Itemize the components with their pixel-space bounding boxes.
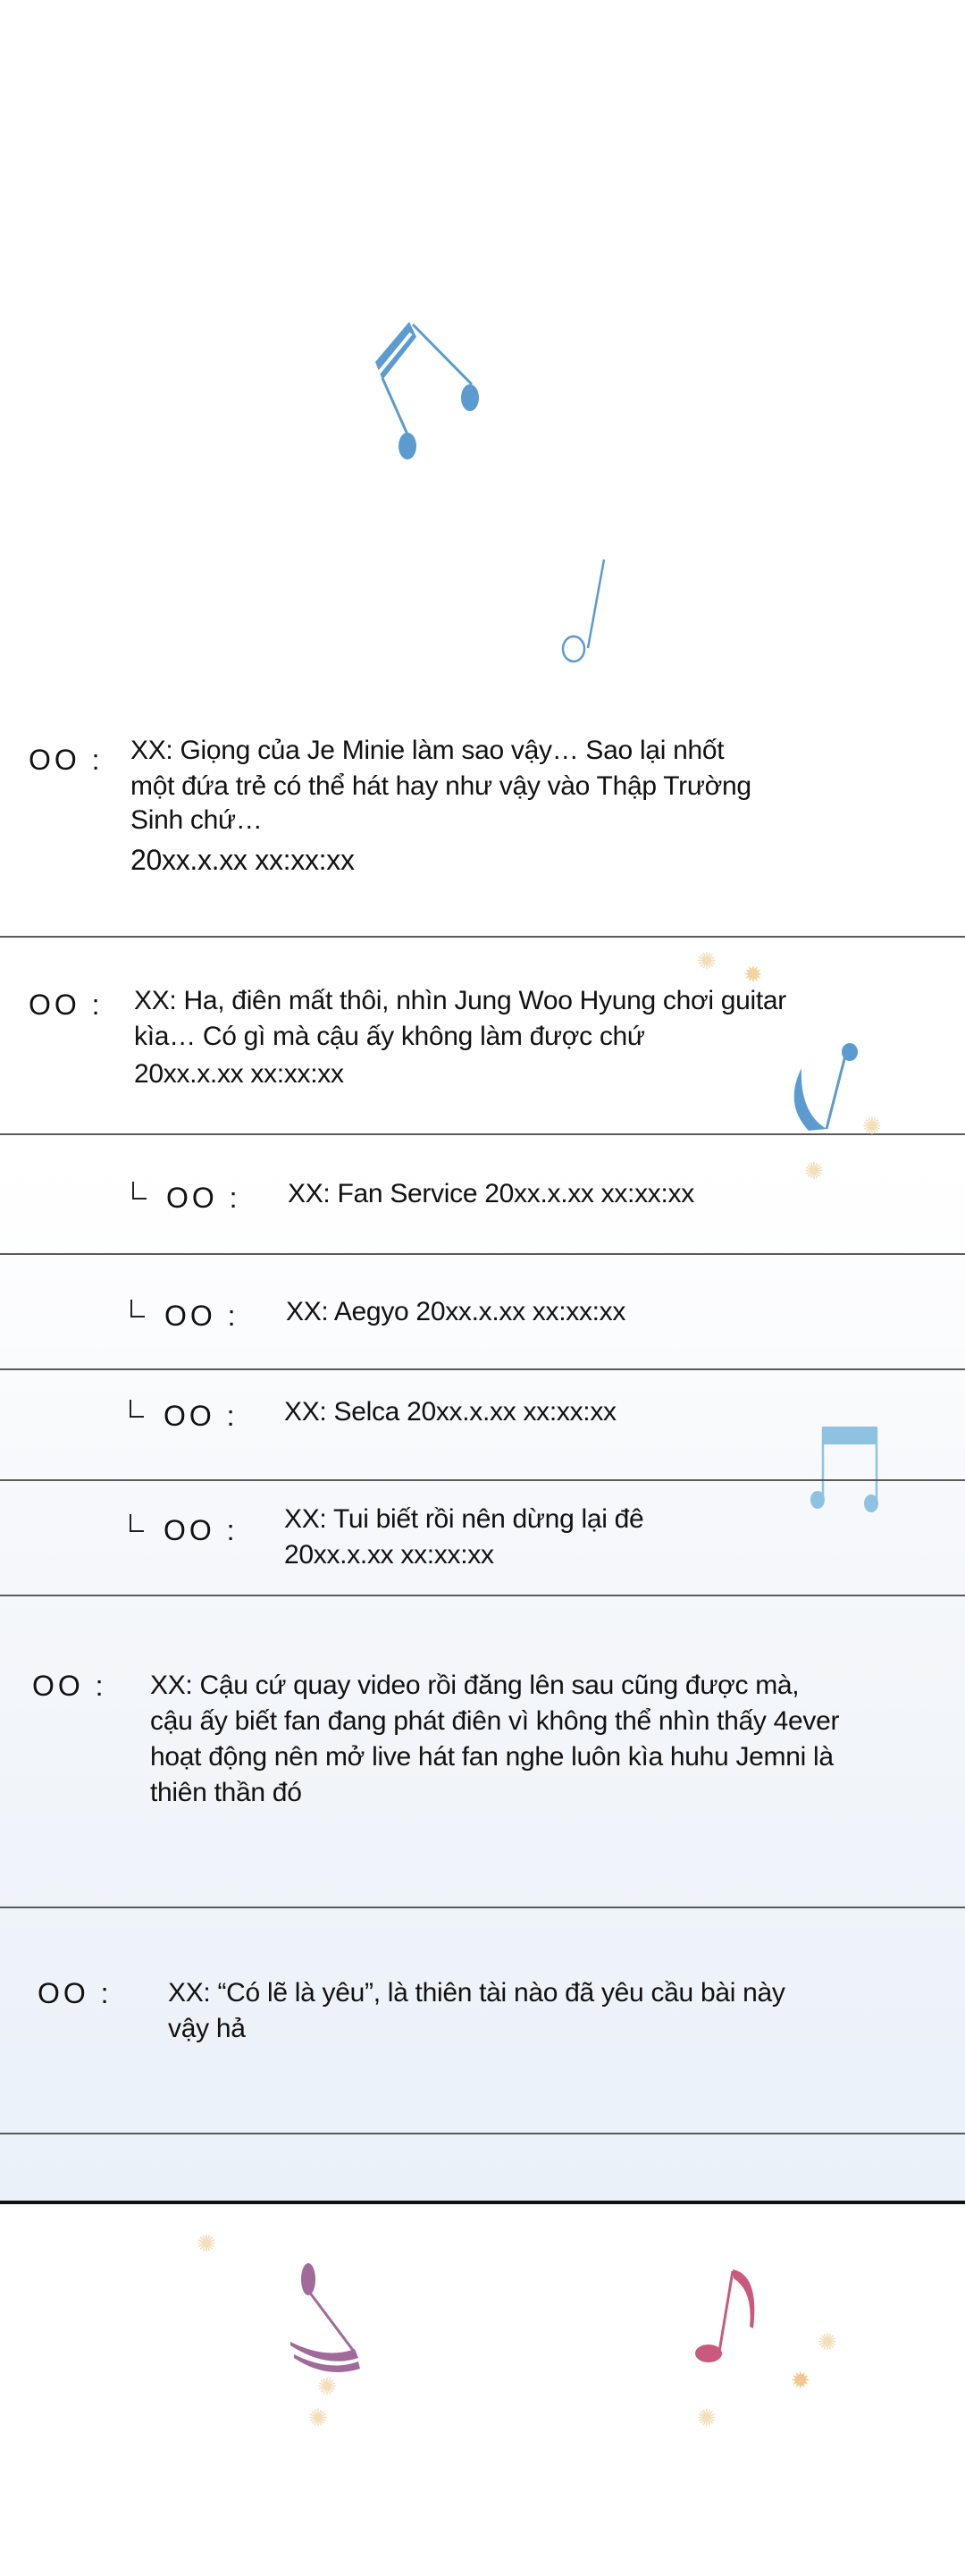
reply-text: XX: Tui biết rồi nên dừng lại đê: [284, 1504, 644, 1534]
comment-author: ΟΟ :: [38, 1977, 113, 2009]
reply-author: ΟΟ :: [164, 1514, 239, 1546]
reply-indent-icon: [132, 1182, 147, 1200]
double-note-icon: [795, 1423, 894, 1517]
sparkle-icon: ✺: [697, 947, 717, 974]
sparkle-icon: ✺: [697, 2404, 717, 2431]
reply-author: ΟΟ :: [164, 1300, 239, 1332]
comment-text-line: XX: “Có lẽ là yêu”, là thiên tài nào đã yêu cầu bài này: [168, 1978, 785, 2008]
reply-text: XX: Selca 20xx.x.xx xx:xx:xx: [284, 1397, 617, 1427]
divider: [0, 1907, 965, 1908]
section-end-divider: [0, 2201, 965, 2204]
reply-indent-icon: [130, 1300, 145, 1317]
comment-text-line: hoạt động nên mở live hát fan nghe luôn kìa huhu Jemni là: [150, 1742, 834, 1772]
sparkle-icon: ✺: [804, 1158, 824, 1184]
comment-timestamp: 20xx.x.xx xx:xx:xx: [130, 844, 355, 876]
sparkle-icon: ✹: [791, 2367, 810, 2394]
comment-timestamp: 20xx.x.xx xx:xx:xx: [134, 1059, 344, 1089]
comment-author: ΟΟ :: [29, 744, 104, 776]
divider: [0, 1595, 965, 1596]
half-note-icon: [536, 554, 608, 666]
divider: [0, 1133, 965, 1135]
comment-text-line: XX: Cậu cứ quay video rồi đăng lên sau cũng được mà,: [150, 1671, 800, 1700]
comment-text-line: vậy hả: [168, 2014, 246, 2043]
comment-text-line: thiên thần đó: [150, 1778, 302, 1807]
reply-text: XX: Aegyo 20xx.x.xx xx:xx:xx: [286, 1297, 626, 1326]
comment-text-line: kìa… Có gì mà cậu ấy không làm được chứ: [134, 1022, 645, 1051]
reply-author: ΟΟ :: [164, 1400, 239, 1432]
comment-text-line: XX: Giọng của Je Minie làm sao vậy… Sao lại nhốt: [130, 736, 725, 765]
beamed-note-icon: [255, 2252, 371, 2373]
comment-author: ΟΟ :: [32, 1670, 107, 1702]
sparkle-icon: ✺: [317, 2373, 337, 2400]
divider: [0, 1253, 965, 1255]
reply-author: ΟΟ :: [166, 1182, 241, 1214]
sparkle-icon: ✺: [862, 1113, 882, 1140]
comment-text-line: XX: Ha, điên mất thôi, nhìn Jung Woo Hyung chơi guitar: [134, 986, 786, 1015]
comment-text-line: một đứa trẻ có thể hát hay như vậy vào Thập Trường: [130, 771, 751, 801]
beamed-note-icon: [366, 317, 482, 460]
sparkle-icon: ✺: [308, 2404, 328, 2431]
reply-indent-icon: [130, 1514, 144, 1532]
sparkle-icon: ✺: [197, 2230, 216, 2257]
sparkle-icon: ✺: [818, 2328, 837, 2355]
eighth-note-icon: [675, 2266, 773, 2373]
reply-text: XX: Fan Service 20xx.x.xx xx:xx:xx: [288, 1179, 694, 1208]
comment-text-line: Sinh chứ…: [130, 805, 263, 835]
comment-author: ΟΟ :: [29, 989, 104, 1021]
divider: [0, 2133, 965, 2134]
reply-timestamp: 20xx.x.xx xx:xx:xx: [284, 1540, 494, 1570]
divider: [0, 1368, 965, 1370]
sparkle-icon: ✹: [743, 961, 763, 988]
reply-indent-icon: [130, 1400, 144, 1418]
comment-text-line: cậu ấy biết fan đang phát điên vì không thể nhìn thấy 4ever: [150, 1706, 840, 1736]
divider: [0, 1479, 965, 1481]
eighth-note-icon: [782, 1041, 862, 1140]
divider: [0, 936, 965, 938]
